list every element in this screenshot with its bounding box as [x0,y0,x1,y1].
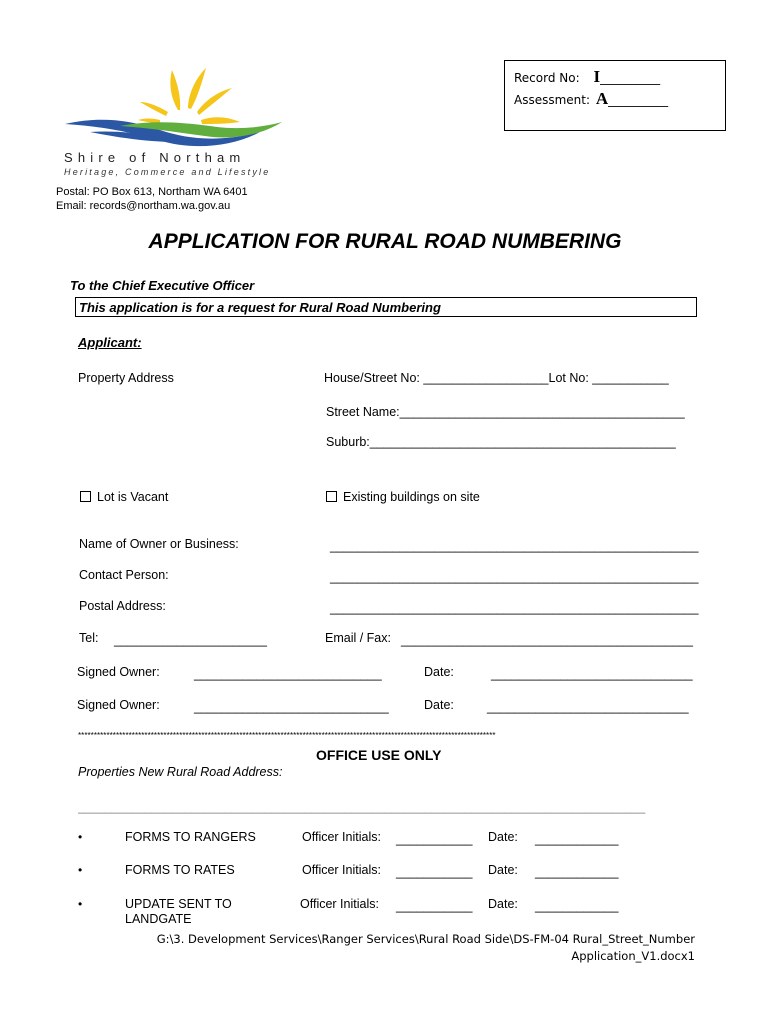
signed-owner-label-2: Signed Owner: [77,698,160,712]
email-fax-field[interactable]: __________________________________________ [401,633,693,647]
file-path-line-2: Application_V1.docx1 [571,949,695,963]
properties-field[interactable]: _____________________________________________________________________________________ [78,800,646,814]
checkbox-icon[interactable] [80,491,91,502]
org-tagline: Heritage, Commerce and Lifestyle [64,167,271,177]
sun-rays-icon [138,68,240,124]
checkbox-icon[interactable] [326,491,337,502]
postal-address-field[interactable]: _____________________________________________________ [330,601,699,615]
assessment-field[interactable]: __________ [608,93,669,107]
checkbox-existing-buildings[interactable] [326,490,480,504]
form-title: APPLICATION FOR RURAL ROAD NUMBERING [148,230,622,253]
suburb-field[interactable]: Suburb:____________________________________________ [326,435,676,449]
signed-owner-label-1: Signed Owner: [77,665,160,679]
office-date-field-2[interactable]: ____________ [535,865,619,879]
applicant-heading: Applicant: [78,335,142,350]
officer-initials-label-1: Officer Initials: [302,830,381,844]
house-lot-field[interactable]: House/Street No: __________________Lot No: ___________ [324,371,669,385]
assessment-value: A [595,89,609,108]
date-label-1: Date: [424,665,454,679]
separator: ************************************************************************************************************************************ [78,731,496,740]
task-update-sent: UPDATE SENT TO [125,897,232,911]
bullet-3: • [78,897,83,911]
officer-initials-field-3[interactable]: ___________ [396,899,473,913]
addressee-line: To the Chief Executive Officer [70,278,255,293]
date-label-2: Date: [424,698,454,712]
task-forms-to-rangers: FORMS TO RANGERS [125,830,256,844]
contact-email: Email: records@northam.wa.gov.au [56,200,231,212]
task-update-sent-line2: LANDGATE [125,912,192,926]
owner-field[interactable]: _____________________________________________________ [330,539,699,553]
office-date-field-3[interactable]: ____________ [535,899,619,913]
signed-owner-field-1[interactable]: ___________________________ [194,667,382,681]
properties-label: Properties New Rural Road Address: [78,765,283,779]
officer-initials-field-2[interactable]: ___________ [396,865,473,879]
office-date-label-1: Date: [488,830,518,844]
tel-label: Tel: [79,631,99,645]
date-field-1[interactable]: _____________________________ [491,667,693,681]
checkbox-lot-vacant[interactable] [80,490,168,504]
task-forms-to-rates: FORMS TO RATES [125,863,235,877]
owner-label: Name of Owner or Business: [79,537,239,551]
contact-person-label: Contact Person: [79,568,169,582]
tel-field[interactable]: ______________________ [114,633,267,647]
record-no-field[interactable]: __________ [600,71,661,85]
record-box [504,60,726,131]
email-fax-label: Email / Fax: [325,631,391,645]
officer-initials-label-3: Officer Initials: [300,897,379,911]
signed-owner-field-2[interactable]: ____________________________ [194,700,389,714]
date-field-2[interactable]: _____________________________ [487,700,689,714]
bullet-2: • [78,863,83,877]
office-use-heading: OFFICE USE ONLY [316,747,442,763]
office-date-label-3: Date: [488,897,518,911]
org-name: Shire of Northam [64,150,246,165]
office-date-label-2: Date: [488,863,518,877]
postal-address-label: Postal Address: [79,599,166,613]
street-name-field[interactable]: Street Name:_________________________________________ [326,405,685,419]
lot-vacant-label: Lot is Vacant [97,490,169,504]
postal-address: Postal: PO Box 613, Northam WA 6401 [56,186,248,198]
record-no-label: Record No: [514,71,580,85]
record-no-value: I [593,67,601,86]
assessment-label: Assessment: [514,93,591,107]
request-box [75,297,697,317]
contact-person-field[interactable]: _____________________________________________________ [330,570,699,584]
officer-initials-field-1[interactable]: ___________ [396,832,473,846]
existing-buildings-label: Existing buildings on site [343,490,480,504]
property-address-label: Property Address [78,371,174,385]
request-text: This application is for a request for Rural Road Numbering [79,300,441,315]
bullet-1: • [78,830,83,844]
file-path-line-1: G:\3. Development Services\Ranger Services\Rural Road Side\DS-FM-04 Rural_Street_Number [156,932,695,946]
office-date-field-1[interactable]: ____________ [535,832,619,846]
officer-initials-label-2: Officer Initials: [302,863,381,877]
